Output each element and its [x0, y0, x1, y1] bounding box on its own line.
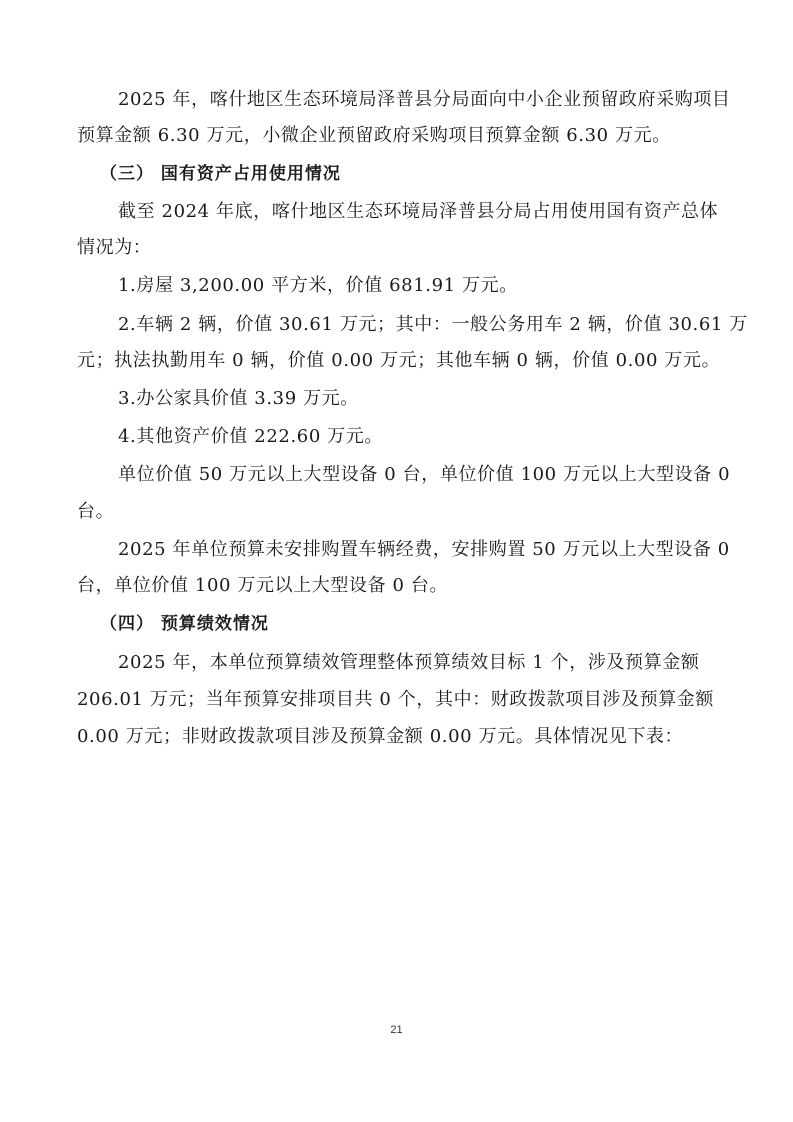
asset-item-2-line-2: 元；执法执勤用车 0 辆，价值 0.00 万元；其他车辆 0 辆，价值 0.00 万元。 — [77, 350, 721, 371]
section-heading-3: （三） 国有资产占用使用情况 — [100, 164, 341, 184]
paragraph-4-line-2: 台，单位价值 100 万元以上大型设备 0 台。 — [77, 575, 449, 596]
asset-item-2-line-1: 2.车辆 2 辆，价值 30.61 万元；其中：一般公务用车 2 辆，价值 30.61 万 — [118, 314, 748, 335]
asset-item-4: 4.其他资产价值 222.60 万元。 — [118, 426, 383, 447]
paragraph-3-line-1: 单位价值 50 万元以上大型设备 0 台，单位价值 100 万元以上大型设备 0 — [118, 464, 731, 485]
paragraph-1-line-2: 预算金额 6.30 万元，小微企业预留政府采购项目预算金额 6.30 万元。 — [77, 125, 671, 146]
paragraph-1-line-1: 2025 年，喀什地区生态环境局泽普县分局面向中小企业预留政府采购项目 — [118, 89, 731, 110]
paragraph-2-line-1: 截至 2024 年底，喀什地区生态环境局泽普县分局占用使用国有资产总体 — [118, 201, 719, 222]
paragraph-5-line-3: 0.00 万元；非财政拨款项目涉及预算金额 0.00 万元。具体情况见下表： — [77, 726, 684, 747]
paragraph-2-line-2: 情况为： — [77, 237, 152, 258]
asset-item-1: 1.房屋 3,200.00 平方米，价值 681.91 万元。 — [118, 275, 518, 296]
paragraph-5-line-1: 2025 年，本单位预算绩效管理整体预算绩效目标 1 个，涉及预算金额 — [118, 652, 700, 673]
paragraph-4-line-1: 2025 年单位预算未安排购置车辆经费，安排购置 50 万元以上大型设备 0 — [118, 539, 730, 560]
asset-item-3: 3.办公家具价值 3.39 万元。 — [118, 388, 359, 409]
paragraph-5-line-2: 206.01 万元；当年预算安排项目共 0 个，其中：财政拨款项目涉及预算金额 — [77, 689, 714, 710]
page-number: 21 — [390, 1024, 403, 1036]
section-heading-4: （四） 预算绩效情况 — [100, 614, 269, 634]
paragraph-3-line-2: 台。 — [77, 501, 115, 522]
